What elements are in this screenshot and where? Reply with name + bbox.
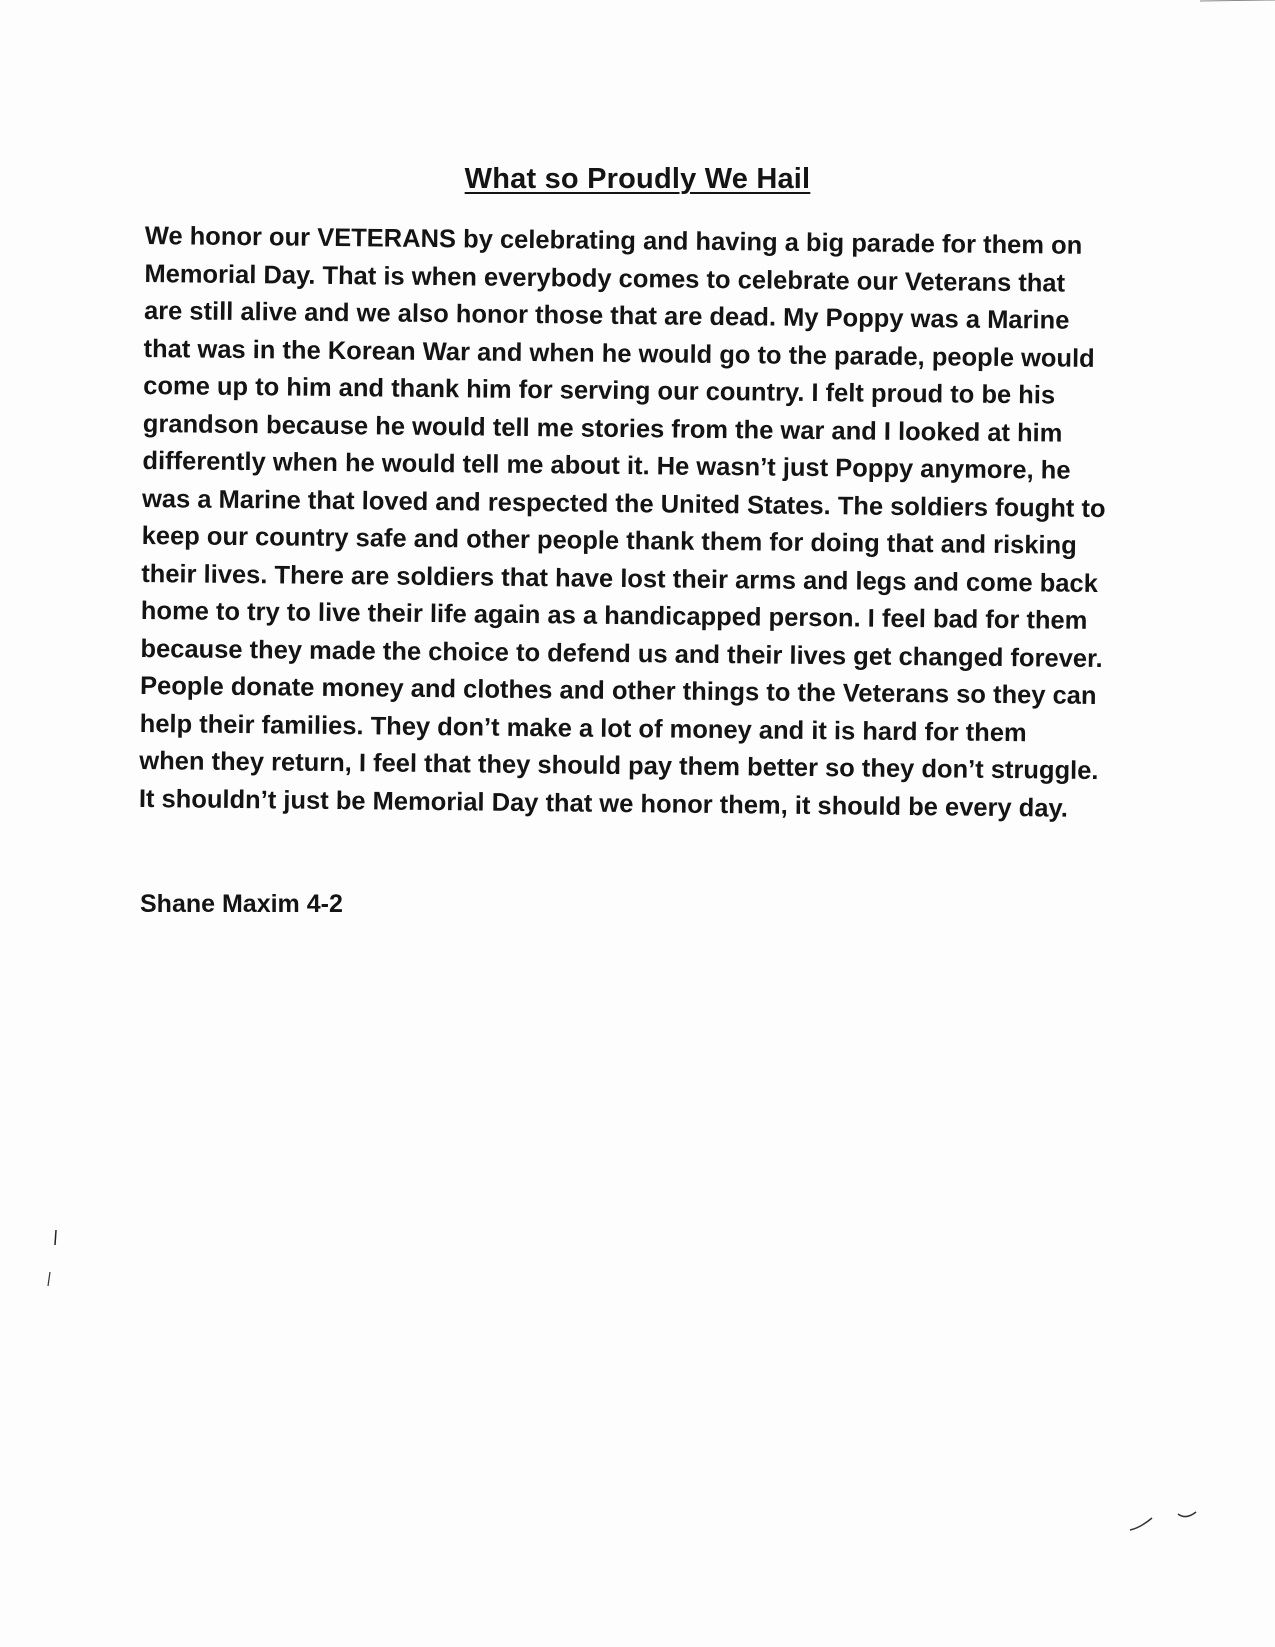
essay-line: come up to him and thank him for serving our country. I felt proud to be his (143, 371, 1056, 410)
essay-line: keep our country safe and other people thank them for doing that and risking (141, 521, 1077, 560)
essay-line: because they made the choice to defend us and their lives get changed forever. (140, 634, 1103, 673)
author-signature: Shane Maxim 4-2 (140, 890, 343, 918)
essay-line: People donate money and clothes and other things to the Veterans so they can (139, 671, 1097, 710)
essay-line: differently when he would tell me about it. He wasn’t just Poppy anymore, he (142, 446, 1071, 485)
essay-line: are still alive and we also honor those that are dead. My Poppy was a Marine (143, 296, 1070, 335)
scan-mark (1200, 0, 1275, 1)
essay-body (139, 218, 1125, 828)
essay-line: home to try to live their life again as a handicapped person. I feel bad for them (140, 596, 1088, 635)
essay-line: help their families. They don’t make a lot of money and it is hard for them (139, 709, 1027, 747)
essay-line: their lives. There are soldiers that have lost their arms and legs and come back (141, 559, 1098, 598)
essay-line: that was in the Korean War and when he would go to the parade, people would (143, 334, 1095, 373)
essay-line: It shouldn’t just be Memorial Day that we honor them, it should be every day. (138, 784, 1069, 823)
scan-mark (55, 1230, 56, 1245)
essay-line: We honor our VETERANS by celebrating and having a big parade for them on (144, 221, 1083, 260)
scan-mark (1130, 1518, 1152, 1530)
essay-line: Memorial Day. That is when everybody comes to celebrate our Veterans that (144, 259, 1066, 298)
scan-mark (48, 1272, 50, 1286)
essay-line: when they return, I feel that they should pay them better so they don’t struggle. (139, 746, 1099, 786)
essay-title: What so Proudly We Hail (464, 163, 811, 195)
essay-line: was a Marine that loved and respected the United States. The soldiers fought to (141, 484, 1106, 523)
essay-line: grandson because he would tell me stories from the war and I looked at him (142, 409, 1063, 448)
scan-mark (1178, 1512, 1196, 1517)
